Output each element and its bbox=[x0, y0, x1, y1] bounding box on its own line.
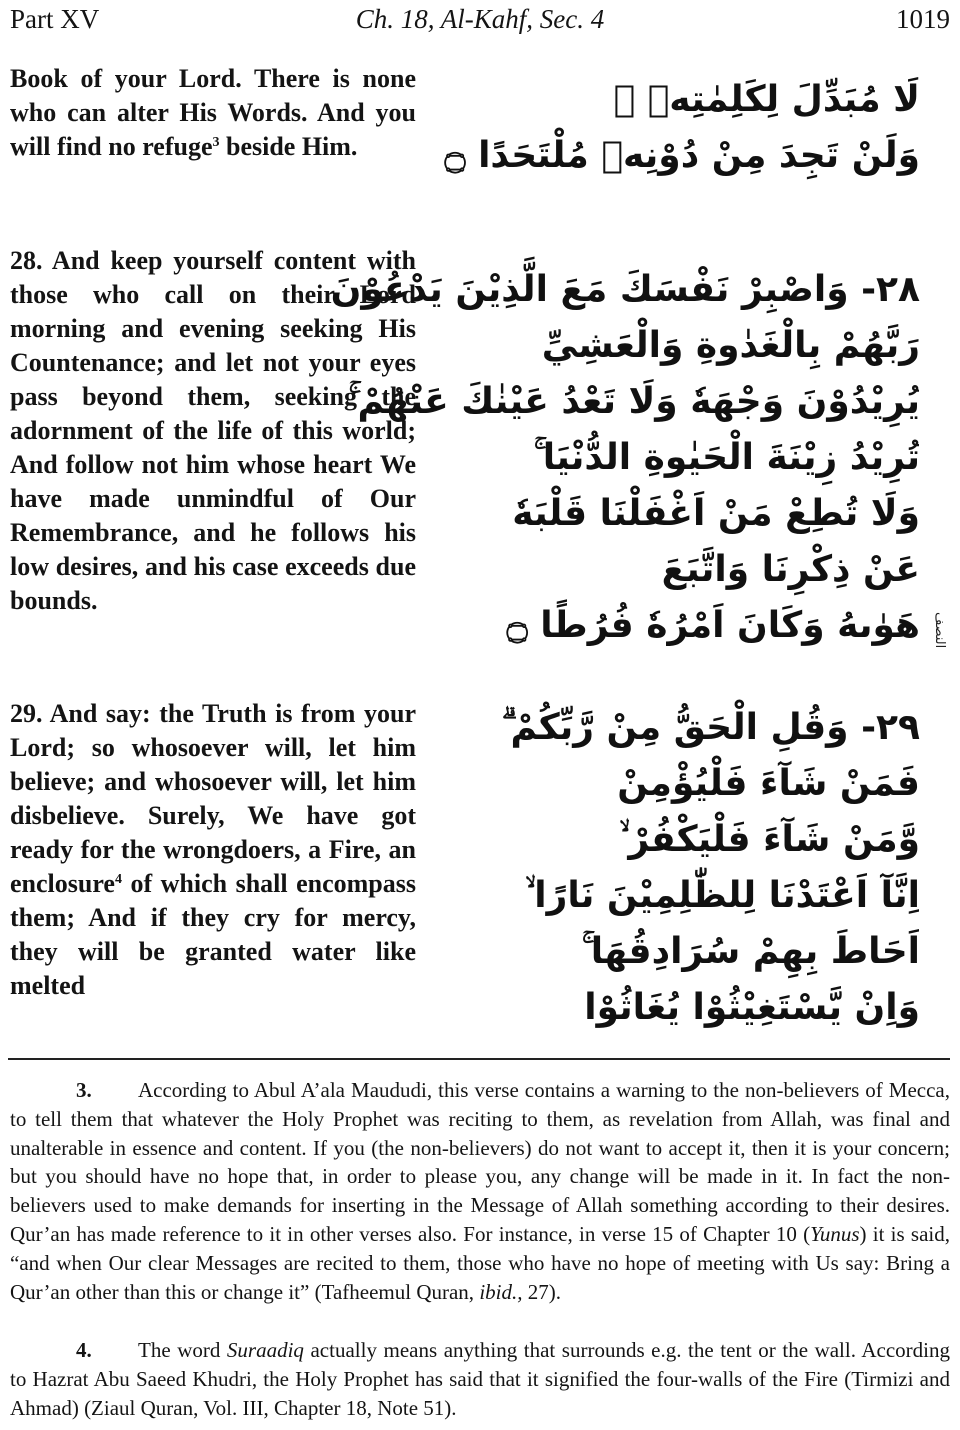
page-number: 1019 bbox=[896, 4, 950, 34]
verse-29-english: 29. And say: the Truth is from your Lord; so whosoever will, let him believe; and whosoever will, let him disbelieve. Surely, We have got ready for the wrongdoers, a Fire, an enclosure$^4$ of which shall encompass them; And if they cry for mercy, they will be granted water like melted bbox=[10, 699, 416, 1000]
arabic-line: رَبَّهُمْ بِالْغَدٰوةِ وَالْعَشِيِّ bbox=[541, 325, 920, 366]
part-label: Part XV bbox=[10, 4, 100, 34]
arabic-line: هَوٰىهُ وَكَانَ اَمْرُهٗ فُرُطًا ۝ bbox=[506, 605, 920, 646]
footnote-number: 3. bbox=[76, 1078, 92, 1102]
arabic-line: اَحَاطَ بِهِمْ سُرَادِقُهَا ۚ bbox=[581, 931, 920, 972]
arabic-line: وَلَنْ تَجِدَ مِنْ دُوْنِهٖ مُلْتَحَدًا ۝ bbox=[444, 135, 920, 176]
arabic-line: فَمَنْ شَآءَ فَلْيُؤْمِنْ bbox=[617, 763, 920, 804]
arabic-line: ٢٩- وَقُلِ الْحَقُّ مِنْ رَّبِّكُمْ ۗ bbox=[501, 707, 920, 748]
footnote-ref-3[interactable]: 3 bbox=[212, 135, 220, 150]
arabic-line: وَّمَنْ شَآءَ فَلْيَكْفُرْ ۙ bbox=[619, 819, 920, 860]
page-header bbox=[10, 2, 950, 36]
footnote-3: 3. According to Abul A’ala Maududi, this verse contains a warning to the non-believers of Mecca, to tell them that whatever the Holy Prophet was reciting to them, as revelation from Allah, was final and unalterable in essence and content. If you (the non-believers) do not want to accept it, then it is your concern; but you should have no hope that, in order to please you, any change will be made in it. In fact the non-believers used to make demands for inserting in the Message of Allah something according to their desires. Qur’an has made reference to it in other verses also. For instance, in verse 15 of Chapter 10 (Yunus) it is said, “and when Our clear Messages are recited to them, those who have no hope of meeting with Us say: Bring a Qur’an other than this or change it” (Tafheemul Quran, ibid., 27). bbox=[10, 1078, 950, 1304]
verse-29-arabic bbox=[480, 700, 920, 1036]
arabic-line: اِنَّآ اَعْتَدْنَا لِلظّٰلِمِيْنَ نَارًا ۙ bbox=[525, 875, 920, 916]
verse-28-arabic bbox=[330, 262, 920, 654]
arabic-line: وَاِنْ يَّسْتَغِيْثُوْا يُغَاثُوْا bbox=[584, 987, 920, 1028]
footnote-4: 4. The word Suraadiq actually means anything that surrounds e.g. the tent or the wall. According to Hazrat Abu Saeed Khudri, the Holy Prophet has said that it signified the four-walls of the Fire (Tirmizi and Ahmad) (Ziaul Quran, Vol. III, Chapter 18, Note 51). bbox=[10, 1338, 951, 1420]
arabic-line: لَا مُبَدِّلَ لِكَلِمٰتِهٖ ۚ bbox=[613, 79, 920, 120]
arabic-line: ٢٨- وَاصْبِرْ نَفْسَكَ مَعَ الَّذِيْنَ يَدْعُوْنَ bbox=[330, 269, 920, 310]
verse-27-end-arabic bbox=[444, 72, 920, 184]
verse-28-english: 28. And keep yourself content with those who call on their Lord morning and evening seeking His Countenance; and let not your eyes pass beyond them, seeking the adornment of the life of this world; And follow not him whose heart We have made unmindful of Our Remembrance, and he follows his low desires, and his case exceeds due bounds. bbox=[10, 246, 416, 615]
arabic-line: وَلَا تُطِعْ مَنْ اَغْفَلْنَا قَلْبَهٗ bbox=[512, 493, 920, 534]
arabic-line: عَنْ ذِكْرِنَا وَاتَّبَعَ bbox=[661, 549, 920, 590]
footnote-number: 4. bbox=[76, 1338, 92, 1362]
footnote-ref-4[interactable]: 4 bbox=[114, 872, 122, 887]
chapter-title: Ch. 18, Al-Kahf, Sec. 4 bbox=[355, 4, 605, 34]
arabic-line: يُرِيْدُوْنَ وَجْهَهٗ وَلَا تَعْدُ عَيْنٰكَ عَنْهُمْ ۚ bbox=[348, 381, 920, 422]
verse-27-end-english: Book of your Lord. There is none who can alter His Words. And you will find no refuge$^3$ beside Him. bbox=[10, 64, 416, 161]
footnote-divider bbox=[8, 1058, 950, 1060]
arabic-line: تُرِيْدُ زِيْنَةَ الْحَيٰوةِ الدُّنْيَا ۚ bbox=[533, 437, 920, 478]
juz-half-marker: النصف bbox=[932, 612, 947, 649]
